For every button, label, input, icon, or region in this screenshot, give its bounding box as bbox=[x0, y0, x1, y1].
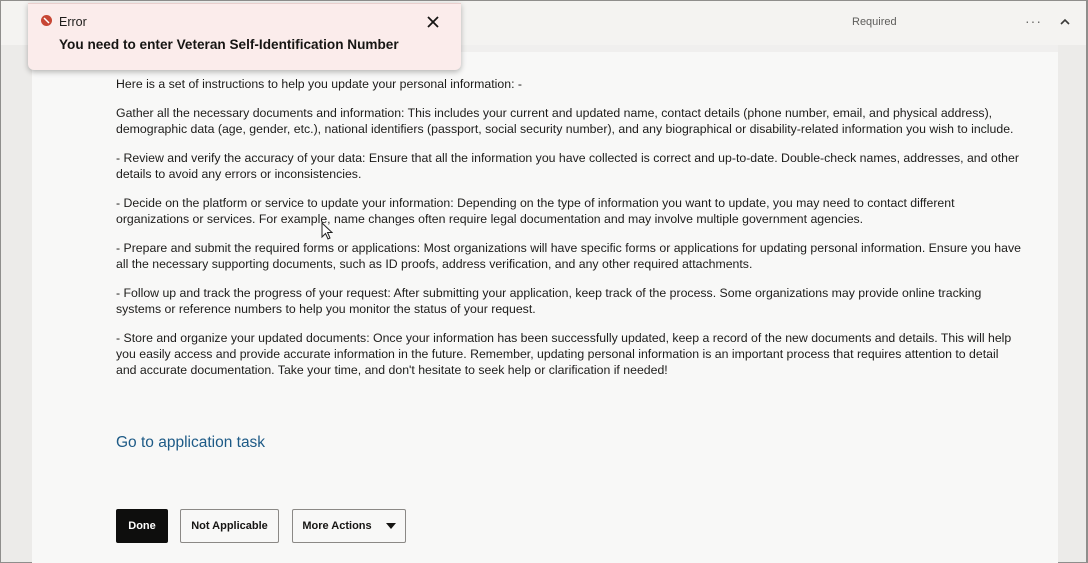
error-title: Error bbox=[59, 15, 87, 29]
required-label: Required bbox=[852, 16, 897, 28]
go-to-application-task-link[interactable]: Go to application task bbox=[116, 434, 266, 451]
chevron-up-icon[interactable] bbox=[1059, 17, 1071, 27]
task-content bbox=[32, 52, 1058, 563]
error-message: You need to enter Veteran Self-Identification Number bbox=[59, 37, 399, 52]
ellipsis-horizontal-icon[interactable]: ··· bbox=[1025, 13, 1042, 29]
right-gutter bbox=[1058, 45, 1086, 562]
instruction-paragraph: - Store and organize your updated documents: Once your information has been successfully updated, keep a record of the new documents and details. This will help you easily access and provide accurate information in the future. Remember, updating personal information is an important process that requires attention to detail and accurate documentation. Take your time, and don't hesitate to seek help or clarification if needed! bbox=[116, 331, 1012, 377]
instruction-paragraph: - Follow up and track the progress of your request: After submitting your application, keep track of the process. Some organizations may provide online tracking systems or reference numbers to help you monitor the status of your request. bbox=[116, 286, 982, 316]
instruction-paragraph: - Decide on the platform or service to update your information: Depending on the type of information you want to update, you may need to contact different organizations or services. For example, name changes often require legal documentation and may involve multiple government agencies. bbox=[116, 196, 955, 226]
instructions-intro: Here is a set of instructions to help you update your personal information: - bbox=[116, 77, 523, 91]
instruction-paragraph: - Prepare and submit the required forms or applications: Most organizations will have specific forms or applications for updating personal information. Ensure you have all the necessary supporting documents, such as ID proofs, address verification, and any other required attachments. bbox=[116, 241, 1021, 271]
instructions-text bbox=[116, 76, 1021, 391]
close-icon[interactable] bbox=[426, 15, 440, 29]
more-actions-button[interactable] bbox=[292, 509, 406, 543]
mouse-pointer-icon bbox=[321, 222, 333, 240]
more-actions-label: More Actions bbox=[302, 520, 372, 532]
not-applicable-button[interactable]: Not Applicable bbox=[180, 509, 279, 543]
instruction-paragraph: Gather all the necessary documents and information: This includes your current and updated name, contact details (phone number, email, and physical address), demographic data (age, gender, etc.), national identifiers (passport, social security number), and any biographical or disability-related information you wish to include. bbox=[116, 106, 1014, 136]
left-gutter bbox=[1, 45, 32, 562]
error-circle-icon bbox=[41, 15, 52, 26]
error-toast bbox=[28, 3, 461, 70]
caret-down-icon bbox=[386, 523, 396, 529]
instruction-paragraph: - Review and verify the accuracy of your data: Ensure that all the information you have collected is correct and up-to-date. Double-check names, addresses, and other details to avoid any errors or inconsistencies. bbox=[116, 151, 1019, 181]
done-button[interactable]: Done bbox=[116, 509, 168, 543]
